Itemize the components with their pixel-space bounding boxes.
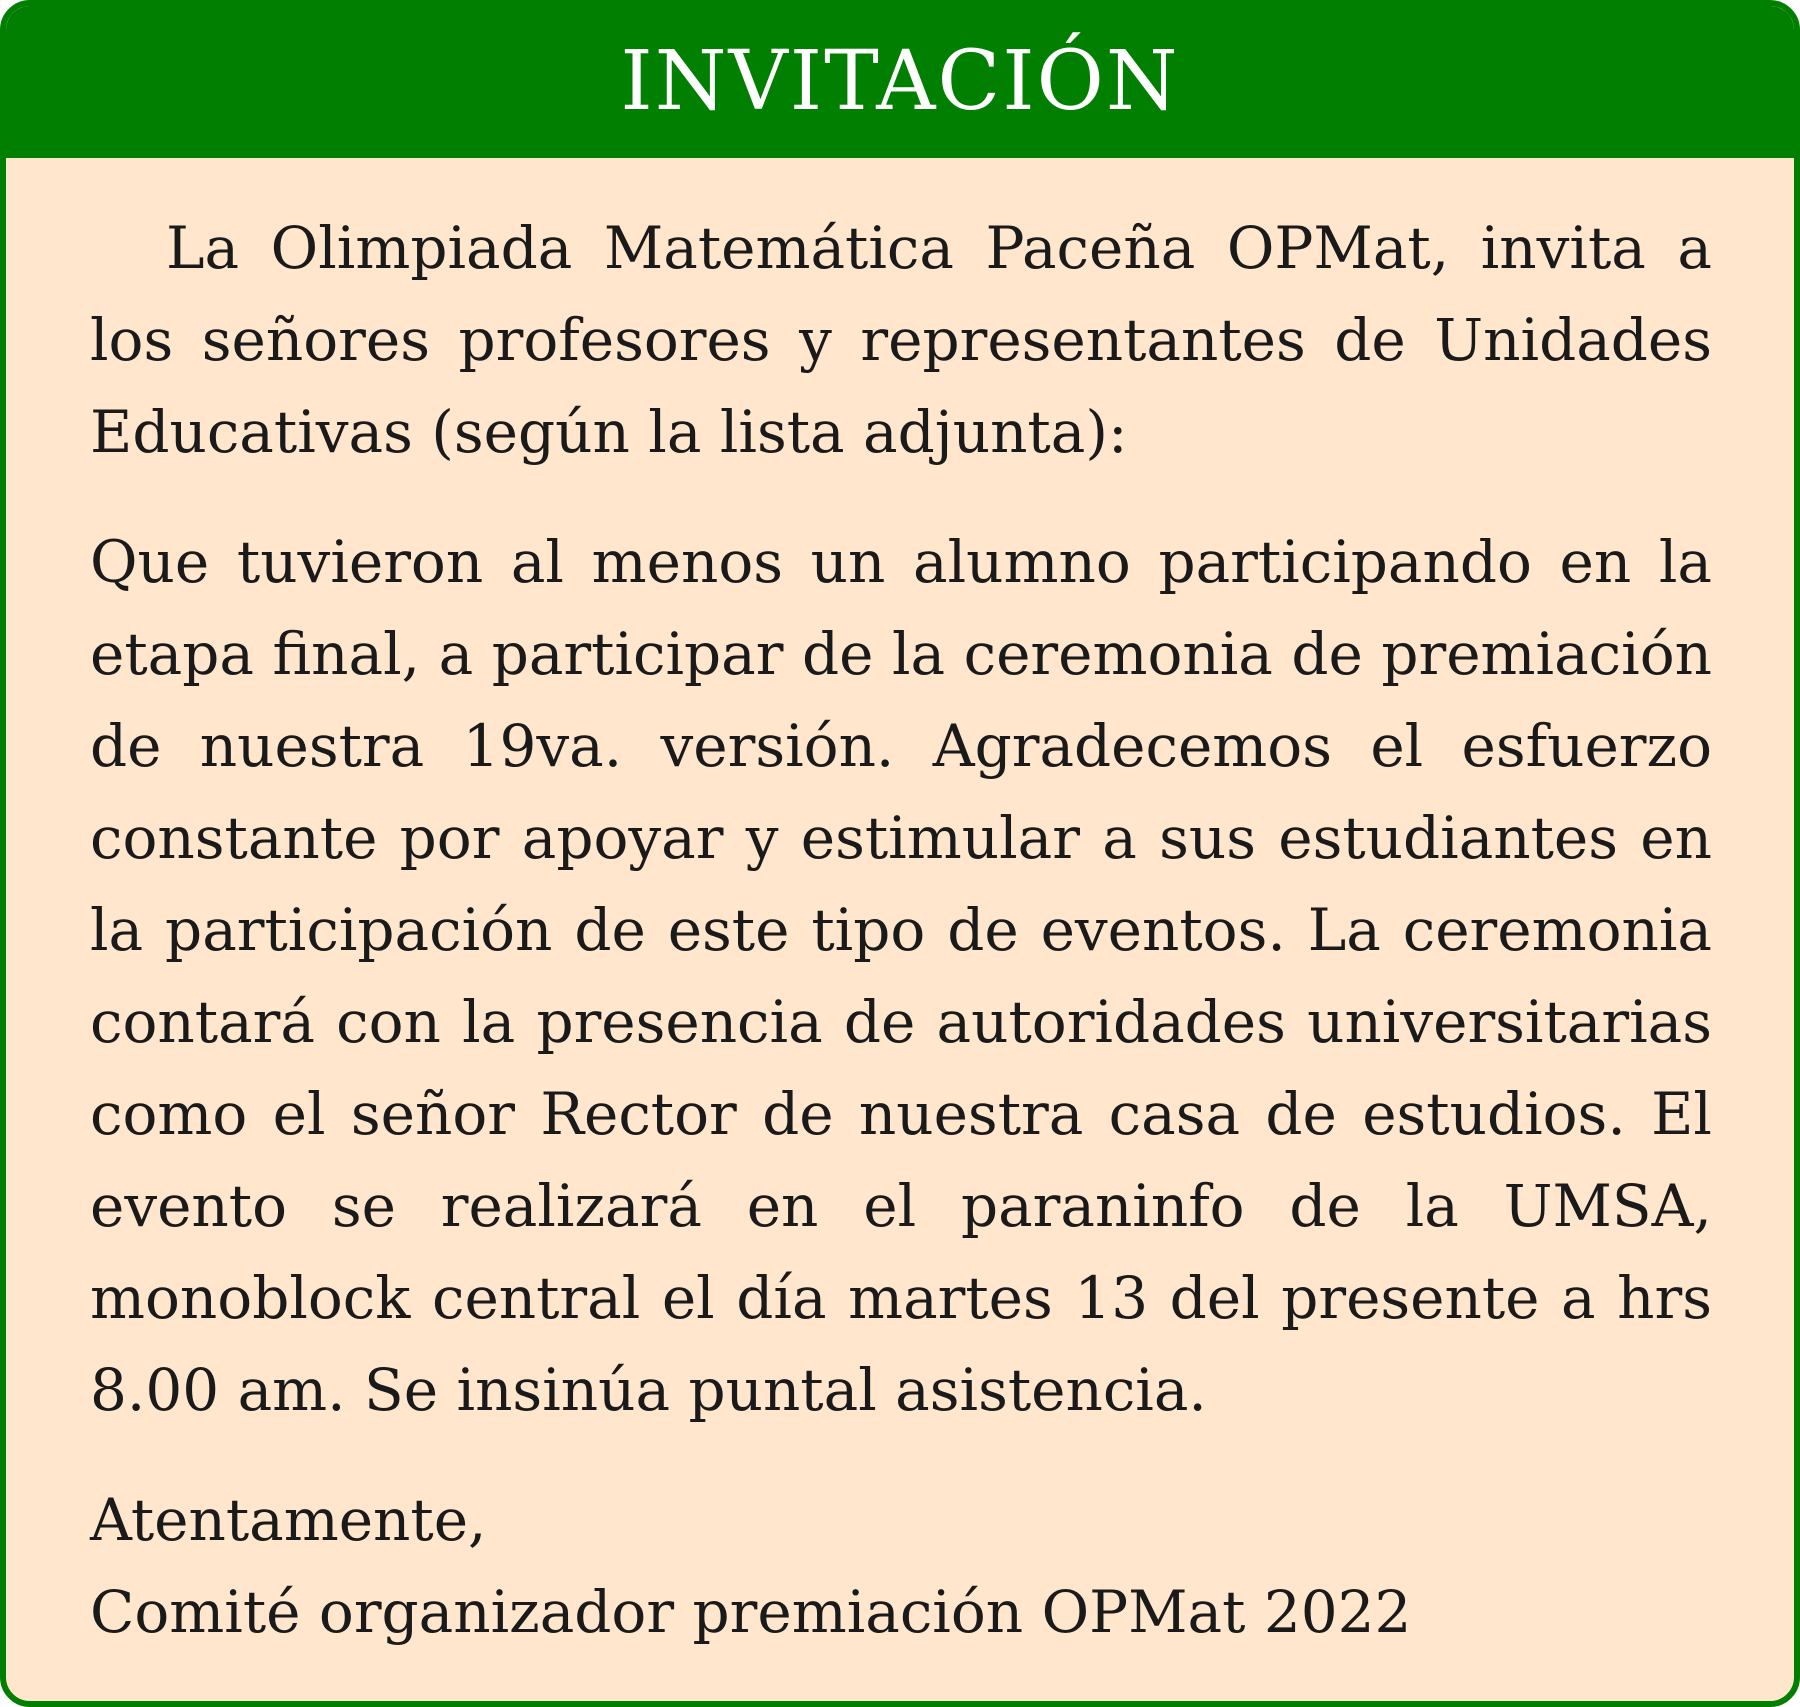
details-paragraph: Que tuvieron al menos un alumno participando en la etapa final, a participar de la ceremonia de premiación de nuestra 19va. versión. Agradecemos el esfuerzo constante por apoyar y estimular a sus estudiantes en la participación de este tipo de eventos. La ceremonia contará con la presencia de autoridades universitarias como el señor Rector de nuestra casa de estudios. El evento se realizará en el paraninfo de la UMSA, monoblock central el día martes 13 del presente a hrs 8.00 am. Se insinúa puntal asistencia.	[90, 528, 1712, 1424]
card-header	[6, 6, 1794, 158]
intro-paragraph: La Olimpiada Matemática Paceña OPMat, invita a los señores profesores y representantes de Unidades Educativas (según la lista adjunta):	[90, 214, 1712, 466]
signature: Comité organizador premiación OPMat 2022	[90, 1578, 1412, 1646]
page-title: INVITACIÓN	[620, 34, 1180, 129]
card-body	[6, 158, 1794, 1658]
closing-block	[90, 1474, 1712, 1658]
salutation: Atentamente,	[90, 1486, 487, 1554]
